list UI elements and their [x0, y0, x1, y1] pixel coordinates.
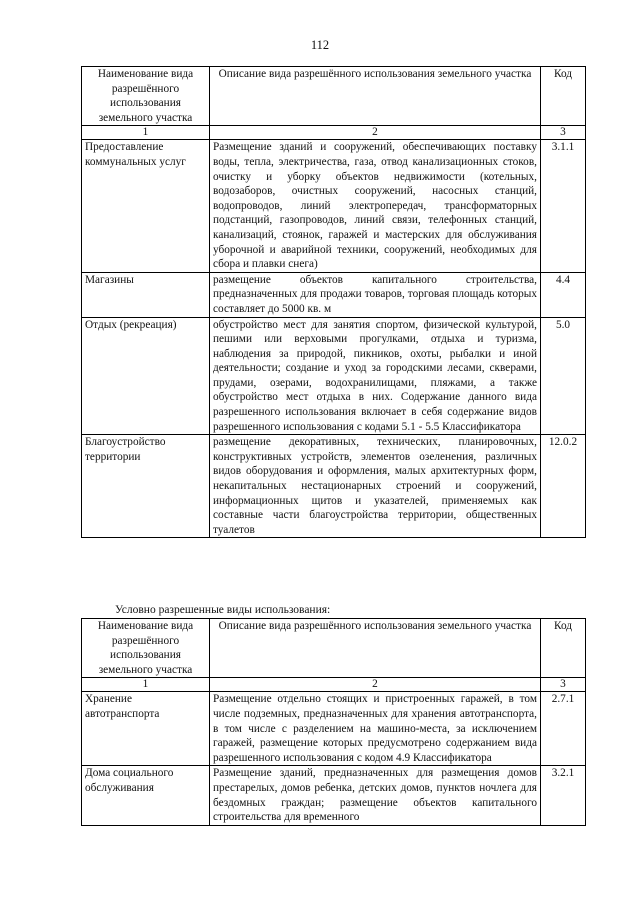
use-description: обустройство мест для занятия спортом, физической культурой, пешими или верховыми прогулками, отдыха и туризма, наблюдения за природой, пикников, охоты, рыбалки и иной деятельности; создание и уход за городскими лесами, скверами, прудами, озерами, водохранилищами, пляжами, а также обустройство мест отдыха в них. Содержание данного вида разрешенного использования включает в себя содержание видов разрешенного использования с кодами 5.1 - 5.5 Классификатора	[210, 317, 541, 435]
header-description: Описание вида разрешённого использования земельного участка	[210, 619, 541, 678]
table-header-row	[82, 67, 586, 126]
header-description: Описание вида разрешённого использования земельного участка	[210, 67, 541, 126]
table-row	[82, 272, 586, 317]
table-row	[82, 435, 586, 538]
table-row	[82, 766, 586, 825]
page-number: 112	[310, 38, 330, 52]
permitted-use-table	[81, 66, 586, 538]
column-number: 1	[82, 678, 210, 692]
use-code: 2.7.1	[541, 692, 586, 766]
conditional-uses-heading: Условно разрешенные виды использования:	[115, 604, 331, 616]
use-code: 12.0.2	[541, 435, 586, 538]
use-name: Магазины	[82, 272, 210, 317]
table-header-row	[82, 619, 586, 678]
use-name: Дома социального обслуживания	[82, 766, 210, 825]
table-row	[82, 317, 586, 435]
use-description: Размещение зданий, предназначенных для размещения домов престарелых, домов ребенка, детских домов, пунктов ночлега для бездомных граждан; размещение объектов капитального строительства для временного	[210, 766, 541, 825]
column-number-row	[82, 126, 586, 140]
table-row	[82, 140, 586, 272]
use-name: Отдых (рекреация)	[82, 317, 210, 435]
header-code: Код	[541, 619, 586, 678]
header-code: Код	[541, 67, 586, 126]
use-description: размещение объектов капитального строительства, предназначенных для продажи товаров, торговая площадь которых составляет до 5000 кв. м	[210, 272, 541, 317]
use-name: Хранение автотранспорта	[82, 692, 210, 766]
column-number: 3	[541, 678, 586, 692]
conditional-use-table	[81, 618, 586, 826]
use-description: Размещение зданий и сооружений, обеспечивающих поставку воды, тепла, электричества, газа, отвод канализационных стоков, очистку и уборку объектов недвижимости (котельных, водозаборов, очистных сооружений, насосных станций, водопроводов, линий электропередач, трансформаторных подстанций, газопроводов, линий связи, телефонных станций, канализаций, стоянок, гаражей и мастерских для обслуживания уборочной и аварийной техники, сооружений, необходимых для сбора и плавки снега)	[210, 140, 541, 272]
use-description: размещение декоративных, технических, планировочных, конструктивных устройств, элементов озеленения, различных видов оборудования и оформления, малых архитектурных форм, некапитальных нестационарных строений и сооружений, информационных щитов и указателей, применяемых как составные части благоустройства территории, общественных туалетов	[210, 435, 541, 538]
use-code: 4.4	[541, 272, 586, 317]
table-row	[82, 692, 586, 766]
column-number: 1	[82, 126, 210, 140]
use-code: 5.0	[541, 317, 586, 435]
use-name: Предоставление коммунальных услуг	[82, 140, 210, 272]
column-number: 3	[541, 126, 586, 140]
use-code: 3.1.1	[541, 140, 586, 272]
column-number-row	[82, 678, 586, 692]
use-name: Благоустройство территории	[82, 435, 210, 538]
header-name: Наименование вида разрешённого использования земельного участка	[82, 619, 210, 678]
header-name: Наименование вида разрешённого использования земельного участка	[82, 67, 210, 126]
column-number: 2	[210, 126, 541, 140]
column-number: 2	[210, 678, 541, 692]
use-description: Размещение отдельно стоящих и пристроенных гаражей, в том числе подземных, предназначенных для хранения автотранспорта, в том числе с разделением на машино-места, за исключением гаражей, размещение которых предусмотрено содержанием вида разрешенного использования с кодом 4.9 Классификатора	[210, 692, 541, 766]
use-code: 3.2.1	[541, 766, 586, 825]
